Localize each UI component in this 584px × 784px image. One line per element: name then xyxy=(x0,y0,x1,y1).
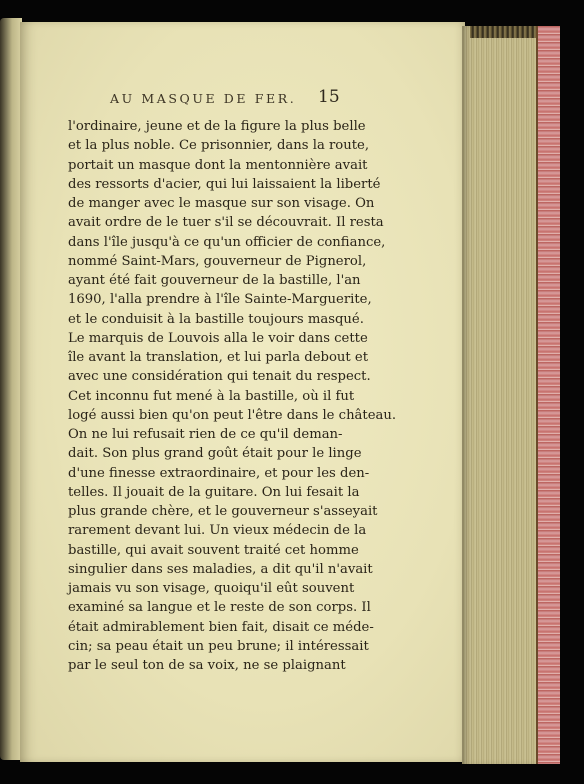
text-line: cin; sa peau était un peu brune; il intéressait xyxy=(68,638,369,654)
text-line: telles. Il jouait de la guitare. On lui fesait la xyxy=(68,484,360,500)
text-line: plus grande chère, et le gouverneur s'asseyait xyxy=(68,504,378,519)
text-line: et la plus noble. Ce prisonnier, dans la route, xyxy=(68,138,370,154)
text-line: était admirablement bien fait, disait ce méde- xyxy=(68,619,374,635)
text-line: logé aussi bien qu'on peut l'être dans le château. xyxy=(68,407,397,423)
text-line: des ressorts d'acier, qui lui laissaient la liberté xyxy=(68,176,381,192)
text-line: jamais vu son visage, quoiqu'il eût souvent xyxy=(68,581,355,596)
text-line: singulier dans ses maladies, a dit qu'il n'avait xyxy=(68,561,373,577)
text-line: d'une finesse extraordinaire, et pour les den- xyxy=(68,465,370,481)
book-fore-edge xyxy=(462,26,560,764)
text-line: dait. Son plus grand goût était pour le linge xyxy=(68,446,362,462)
left-page-edge xyxy=(0,18,22,760)
text-line: île avant la translation, et lui parla debout et xyxy=(68,350,369,365)
page-number: 15 xyxy=(318,87,340,107)
text-line: dans l'île jusqu'à ce qu'un officier de confiance, xyxy=(68,234,386,250)
text-line: rarement devant lui. Un vieux médecin de la xyxy=(68,523,367,539)
text-line: bastille, qui avait souvent traité cet homme xyxy=(68,542,359,558)
text-line: avait ordre de le tuer s'il se découvrait. Il resta xyxy=(68,215,384,231)
text-line: nommé Saint-Mars, gouverneur de Pignerol, xyxy=(68,253,367,269)
text-line: Cet inconnu fut mené à la bastille, où il fut xyxy=(68,388,355,404)
text-line: et le conduisit à la bastille toujours masqué. xyxy=(68,311,364,327)
text-line: l'ordinaire, jeune et de la figure la plus belle xyxy=(68,119,366,134)
text-line: Le marquis de Louvois alla le voir dans cette xyxy=(68,330,368,346)
text-line: ayant été fait gouverneur de la bastille, l'an xyxy=(68,273,361,288)
body-text xyxy=(68,117,397,675)
text-line: portait un masque dont la mentonnière avait xyxy=(68,157,368,173)
text-line: On ne lui refusait rien de ce qu'il deman- xyxy=(68,427,343,442)
text-line: avec une considération qui tenait du respect. xyxy=(68,369,371,385)
text-line: examiné sa langue et le reste de son corps. Il xyxy=(68,600,371,616)
text-line: 1690, l'alla prendre à l'île Sainte-Marguerite, xyxy=(68,292,372,308)
text-line: par le seul ton de sa voix, ne se plaignant xyxy=(68,658,346,673)
text-line: de manger avec le masque sur son visage. On xyxy=(68,196,375,211)
running-head: AU MASQUE DE FER. xyxy=(110,91,297,106)
